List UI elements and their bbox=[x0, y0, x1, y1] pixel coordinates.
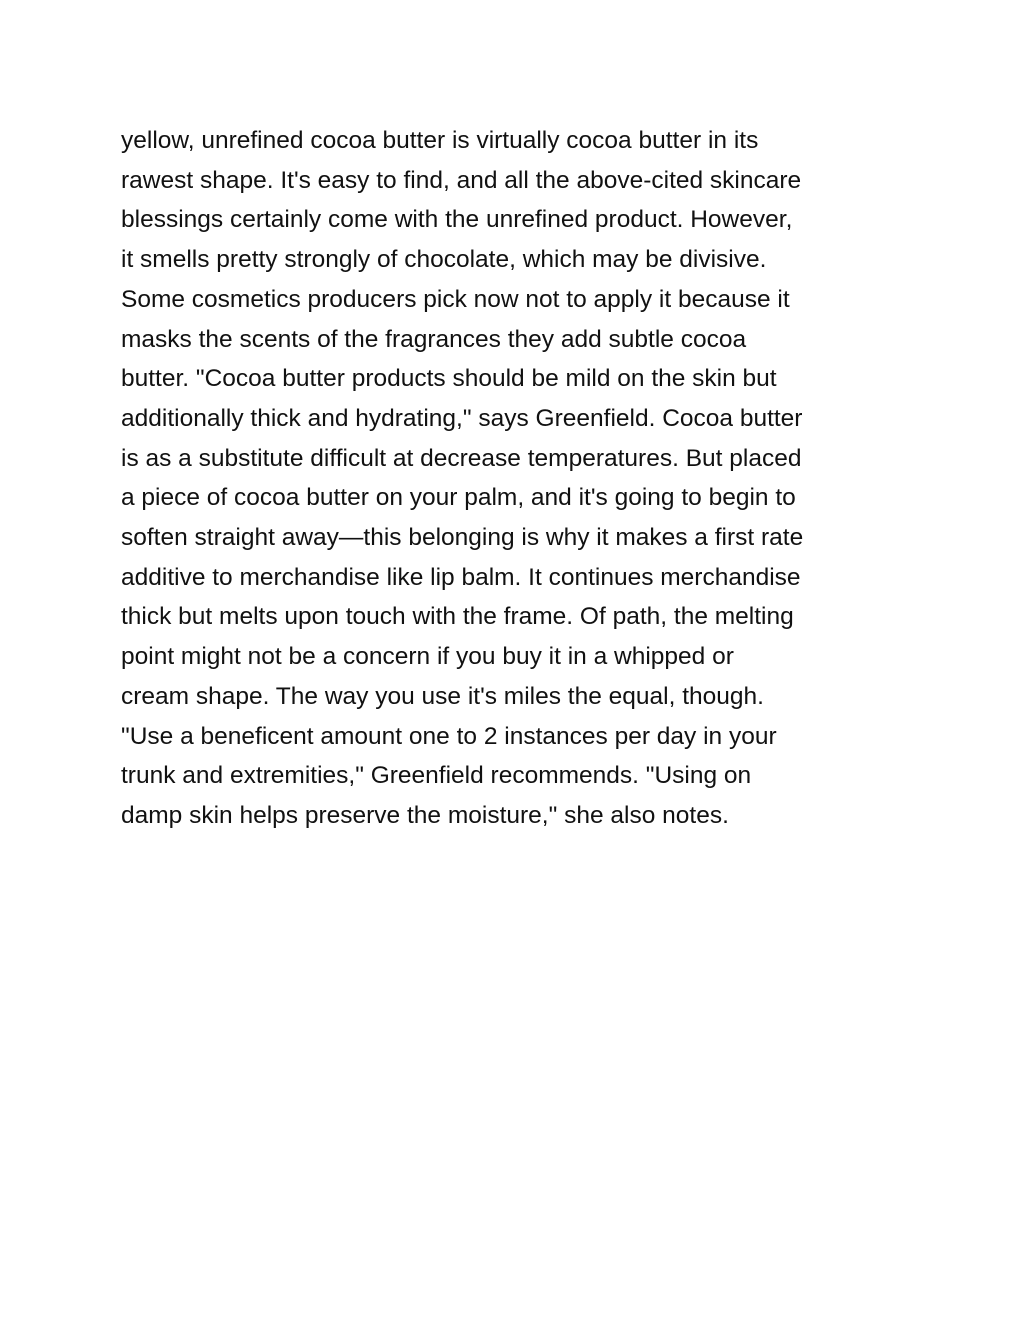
paragraph-line: additionally thick and hydrating," says Greenfield. Cocoa butter bbox=[121, 404, 803, 432]
paragraph-line: yellow, unrefined cocoa butter is virtually cocoa butter in its bbox=[121, 127, 759, 154]
paragraph-line: damp skin helps preserve the moisture," she also notes. bbox=[121, 801, 729, 829]
paragraph-line: thick but melts upon touch with the frame. Of path, the melting bbox=[121, 603, 794, 631]
paragraph-line: rawest shape. It's easy to find, and all the above-cited skincare bbox=[121, 166, 802, 194]
paragraph-line: blessings certainly come with the unrefined product. However, bbox=[121, 206, 793, 234]
paragraph-line: it smells pretty strongly of chocolate, which may be divisive. bbox=[121, 246, 767, 274]
paragraph-line: point might not be a concern if you buy it in a whipped or bbox=[121, 643, 734, 671]
paragraph-line: soften straight away—this belonging is why it makes a first rate bbox=[121, 524, 804, 552]
paragraph-line: "Use a beneficent amount one to 2 instances per day in your bbox=[121, 722, 777, 750]
paragraph-line: masks the scents of the fragrances they add subtle cocoa bbox=[121, 325, 747, 353]
paragraph-line: is as a substitute difficult at decrease temperatures. But placed bbox=[121, 444, 802, 472]
paragraph-line: a piece of cocoa butter on your palm, and it's going to begin to bbox=[121, 484, 796, 512]
paragraph-line: additive to merchandise like lip balm. It continues merchandise bbox=[121, 563, 801, 591]
paragraph-line: cream shape. The way you use it's miles the equal, though. bbox=[121, 682, 764, 710]
paragraph-line: trunk and extremities," Greenfield recommends. "Using on bbox=[121, 762, 752, 790]
paragraph-line: butter. "Cocoa butter products should be mild on the skin but bbox=[121, 365, 777, 393]
paragraph-line: Some cosmetics producers pick now not to apply it because it bbox=[121, 285, 790, 313]
body-paragraph bbox=[121, 121, 921, 836]
